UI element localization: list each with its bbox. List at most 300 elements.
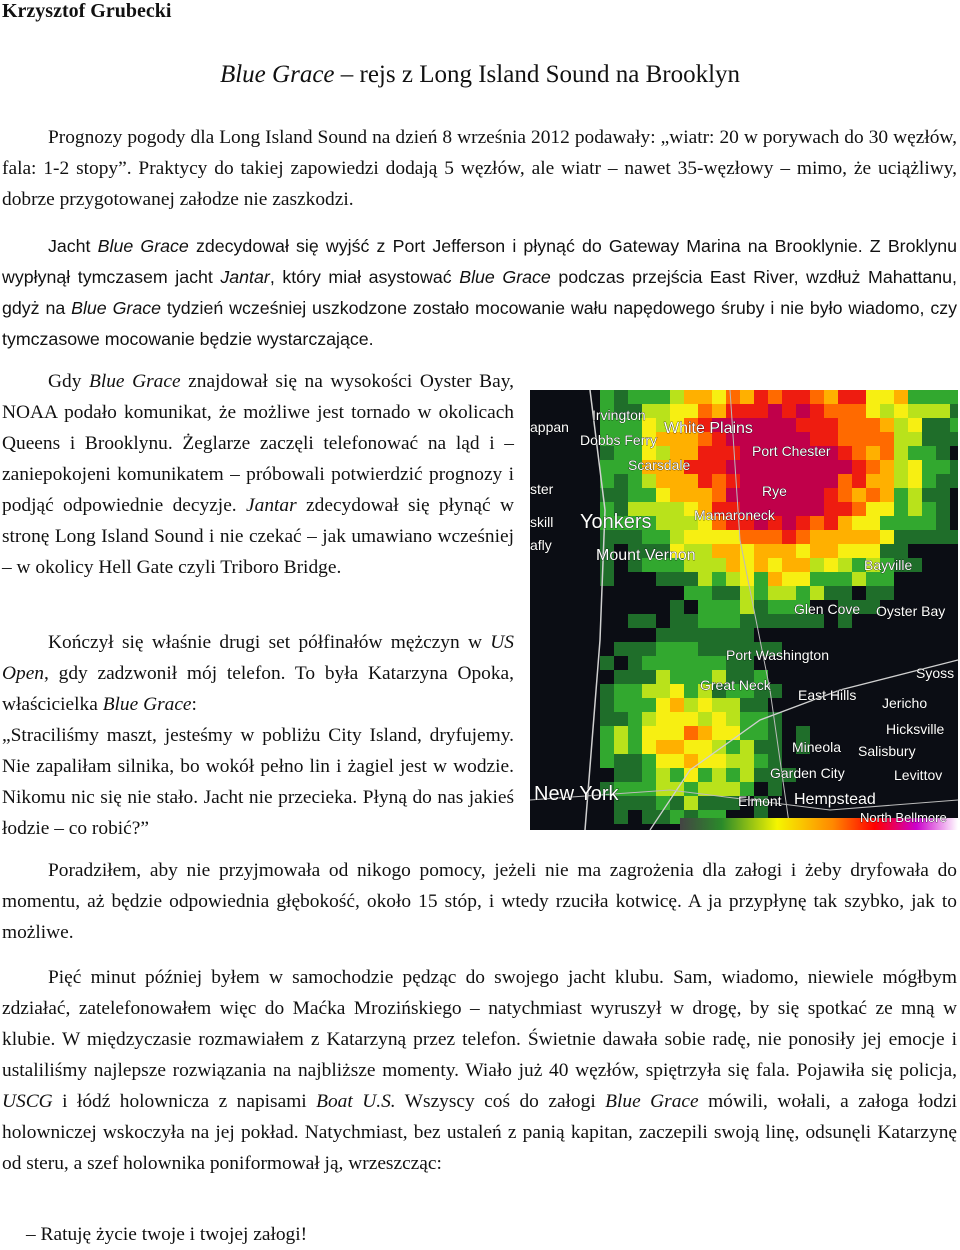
radar-cell (684, 712, 698, 726)
radar-cell (922, 502, 936, 516)
radar-cell (768, 614, 782, 628)
radar-cell (796, 544, 810, 558)
radar-cell (824, 544, 838, 558)
radar-cell (656, 474, 670, 488)
radar-cell (866, 404, 880, 418)
radar-cell (880, 544, 894, 558)
radar-cell (824, 404, 838, 418)
radar-cell (838, 460, 852, 474)
paragraph-2 (2, 231, 957, 355)
radar-cell (712, 446, 726, 460)
radar-cell (642, 656, 656, 670)
radar-cell (824, 488, 838, 502)
radar-cell (642, 810, 656, 824)
radar-cell (726, 390, 740, 404)
radar-cell (754, 544, 768, 558)
radar-cell (866, 432, 880, 446)
radar-cell (838, 516, 852, 530)
radar-cell (726, 754, 740, 768)
radar-cell (600, 446, 614, 460)
radar-cell (614, 810, 628, 824)
radar-cell (824, 558, 838, 572)
radar-cell (740, 614, 754, 628)
radar-cell (754, 740, 768, 754)
radar-cell (894, 404, 908, 418)
radar-cell (908, 446, 922, 460)
radar-cell (866, 502, 880, 516)
radar-cell (726, 628, 740, 642)
radar-cell (922, 390, 936, 404)
label-bayville: Bayville (864, 557, 913, 573)
radar-cell (656, 698, 670, 712)
radar-cell (614, 740, 628, 754)
radar-cell (796, 390, 810, 404)
radar-cell (712, 614, 726, 628)
radar-cell (670, 390, 684, 404)
label-oyster-bay: Oyster Bay (876, 603, 946, 619)
radar-cell (852, 502, 866, 516)
label-dobbs-ferry: Dobbs Ferry (580, 432, 658, 448)
radar-cell (656, 782, 670, 796)
radar-cell (922, 446, 936, 460)
text-italic: US Open (2, 632, 514, 684)
radar-cell (782, 558, 796, 572)
text-span: Kończył się właśnie drugi set półfinałów mężczyn w (48, 632, 491, 653)
radar-cell (726, 460, 740, 474)
text-italic: USCG (2, 1091, 53, 1112)
author-name: Krzysztof Grubecki (2, 0, 172, 22)
radar-cell (880, 474, 894, 488)
radar-cell (628, 656, 642, 670)
radar-cell (950, 418, 958, 432)
radar-cell (754, 404, 768, 418)
radar-cell (600, 740, 614, 754)
radar-cell (880, 390, 894, 404)
radar-cell (642, 726, 656, 740)
radar-cell (726, 698, 740, 712)
radar-cell (614, 754, 628, 768)
title-rest: – rejs z Long Island Sound na Brooklyn (334, 61, 741, 88)
radar-cell (922, 418, 936, 432)
radar-cell (838, 404, 852, 418)
radar-cell (754, 698, 768, 712)
radar-cell (782, 502, 796, 516)
label-great-neck: Great Neck (700, 677, 771, 693)
text-italic: Blue Grace (605, 1091, 699, 1112)
label-skill: skill (530, 514, 554, 530)
text-italic: Jantar (246, 495, 297, 516)
radar-cell (908, 418, 922, 432)
radar-cell (866, 516, 880, 530)
radar-cell (824, 502, 838, 516)
text-span: i łódź holownicza z napisami (52, 1091, 317, 1112)
radar-cell (698, 446, 712, 460)
radar-cell (894, 432, 908, 446)
radar-cell (866, 460, 880, 474)
radar-cell (698, 488, 712, 502)
text-span: mówili, wołali, a załoga łodzi holowniczej wskoczyła na jej pokład. Natychmiast, bez ustaleń z panią kapitan, zaczepili swoją linę, odsunęli Katarzynę od steru, a szef holownika poniformował ją, wrzeszcząc: (2, 1091, 957, 1174)
radar-cell (740, 698, 754, 712)
radar-cell (796, 418, 810, 432)
radar-cell (922, 404, 936, 418)
radar-cell (712, 712, 726, 726)
radar-cell (698, 404, 712, 418)
radar-cell (852, 544, 866, 558)
radar-cell (950, 432, 958, 446)
text-span: podczas przejścia East River, wzdłuż Mahattanu, gdyż na (2, 267, 957, 318)
radar-cell (922, 488, 936, 502)
radar-cell (824, 572, 838, 586)
radar-cell (852, 516, 866, 530)
radar-cell (866, 530, 880, 544)
radar-cell (600, 726, 614, 740)
radar-cell (838, 432, 852, 446)
text-italic: Blue Grace (71, 298, 161, 318)
radar-cell (922, 530, 936, 544)
label-scarsdale: Scarsdale (628, 457, 691, 473)
radar-cell (796, 502, 810, 516)
radar-cell (698, 614, 712, 628)
radar-cell (936, 446, 950, 460)
label-elmont: Elmont (738, 793, 782, 809)
radar-cell (642, 684, 656, 698)
radar-cell (670, 628, 684, 642)
radar-cell (698, 558, 712, 572)
radar-cell (670, 502, 684, 516)
label-afly: afly (530, 537, 552, 553)
text-span: zdecydował się płynąć w stronę Long Island Sound i nie czekać – jak umawiano wcześniej – w okolicy Hell Gate czyli Triboro Bridge. (2, 495, 514, 578)
label-hempstead: Hempstead (794, 791, 876, 808)
radar-cell (698, 726, 712, 740)
radar-cell (796, 558, 810, 572)
radar-cell (628, 740, 642, 754)
radar-cell (852, 488, 866, 502)
radar-cell (712, 782, 726, 796)
radar-cell (614, 670, 628, 684)
radar-cell (922, 516, 936, 530)
radar-cell (642, 712, 656, 726)
label-mamaroneck: Mamaroneck (694, 507, 775, 523)
radar-cell (712, 474, 726, 488)
radar-cell (936, 432, 950, 446)
radar-cell (866, 418, 880, 432)
radar-cell (670, 516, 684, 530)
radar-cell (656, 656, 670, 670)
radar-cell (642, 614, 656, 628)
radar-cell (838, 572, 852, 586)
radar-cell (880, 446, 894, 460)
radar-cell (656, 642, 670, 656)
radar-cell (656, 502, 670, 516)
radar-cell (894, 418, 908, 432)
label-garden-city: Garden City (770, 765, 845, 781)
text-span: : (191, 694, 197, 715)
radar-cell (670, 726, 684, 740)
label-new-york: New York (534, 783, 619, 805)
radar-cell (866, 474, 880, 488)
radar-cell (726, 614, 740, 628)
label-hicksville: Hicksville (886, 721, 945, 737)
radar-cell (656, 404, 670, 418)
radar-cell (754, 558, 768, 572)
radar-cell (908, 432, 922, 446)
radar-cell (670, 404, 684, 418)
radar-cell (950, 474, 958, 488)
radar-cell (922, 474, 936, 488)
label-glen-cove: Glen Cove (794, 601, 861, 617)
radar-cell (698, 572, 712, 586)
radar-cell (950, 460, 958, 474)
paragraph-5 (2, 855, 957, 948)
radar-cell (908, 502, 922, 516)
radar-cell (796, 404, 810, 418)
radar-cell (614, 684, 628, 698)
radar-cell (908, 488, 922, 502)
radar-cell (782, 460, 796, 474)
radar-cell (866, 572, 880, 586)
radar-cell (698, 796, 712, 810)
radar-cell (936, 474, 950, 488)
label-appan: appan (530, 419, 569, 435)
text-span: Gdy (48, 371, 89, 392)
radar-cell (656, 488, 670, 502)
paragraph-1 (2, 122, 957, 215)
radar-cell (670, 656, 684, 670)
radar-cell (754, 726, 768, 740)
weather-radar-map (530, 390, 958, 830)
radar-cell (712, 530, 726, 544)
radar-cell (740, 530, 754, 544)
radar-cell (838, 446, 852, 460)
radar-cell (670, 712, 684, 726)
article-title (0, 61, 960, 89)
radar-cell (866, 488, 880, 502)
radar-cell (796, 586, 810, 600)
radar-cell (838, 530, 852, 544)
radar-cell (656, 670, 670, 684)
radar-cell (782, 530, 796, 544)
radar-cell (642, 754, 656, 768)
radar-cell (642, 488, 656, 502)
radar-cell (712, 628, 726, 642)
radar-cell (698, 544, 712, 558)
radar-cell (726, 544, 740, 558)
text-span: tydzień wcześniej uszkodzone zostało mocowanie wału napędowego śruby i nie było wiadomo, czy tymczasowe mocowanie będzie wystarczające. (2, 298, 957, 349)
radar-cell (670, 684, 684, 698)
radar-cell (866, 586, 880, 600)
radar-cell (838, 502, 852, 516)
radar-cell (782, 404, 796, 418)
radar-cell (880, 530, 894, 544)
radar-cell (656, 628, 670, 642)
radar-cell (600, 656, 614, 670)
radar-cell (698, 628, 712, 642)
radar-cell (852, 572, 866, 586)
radar-cell (656, 516, 670, 530)
radar-cell (768, 460, 782, 474)
radar-cell (712, 740, 726, 754)
radar-cell (684, 642, 698, 656)
radar-cell (810, 488, 824, 502)
radar-image (530, 390, 958, 830)
radar-cell (712, 544, 726, 558)
label-ster: ster (530, 481, 554, 497)
radar-cell (852, 418, 866, 432)
radar-cell (628, 684, 642, 698)
radar-cell (922, 460, 936, 474)
radar-cell (936, 390, 950, 404)
radar-cell (656, 530, 670, 544)
radar-cell (852, 460, 866, 474)
radar-cell (796, 572, 810, 586)
radar-cell (698, 740, 712, 754)
radar-cell (670, 614, 684, 628)
radar-cell (824, 474, 838, 488)
radar-cell (712, 768, 726, 782)
radar-cell (656, 726, 670, 740)
radar-cell (684, 628, 698, 642)
radar-cell (726, 530, 740, 544)
radar-cell (670, 670, 684, 684)
radar-cell (754, 600, 768, 614)
radar-cell (684, 782, 698, 796)
radar-cell (614, 460, 628, 474)
radar-cell (670, 754, 684, 768)
radar-cell (698, 600, 712, 614)
radar-cell (726, 446, 740, 460)
radar-cell (796, 726, 810, 740)
radar-cell (880, 516, 894, 530)
radar-cell (600, 754, 614, 768)
radar-cell (824, 418, 838, 432)
radar-cell (796, 488, 810, 502)
radar-cell (628, 642, 642, 656)
radar-cell (698, 586, 712, 600)
radar-cell (950, 404, 958, 418)
radar-cell (628, 670, 642, 684)
radar-cell (726, 768, 740, 782)
radar-cell (950, 390, 958, 404)
radar-cell (656, 684, 670, 698)
radar-cell (684, 656, 698, 670)
radar-cell (628, 782, 642, 796)
paragraph-3 (2, 366, 514, 583)
radar-cell (740, 488, 754, 502)
text-italic: Blue Grace (459, 267, 551, 287)
radar-cell (712, 488, 726, 502)
radar-cell (628, 390, 642, 404)
radar-cell (880, 404, 894, 418)
radar-cell (740, 558, 754, 572)
text-span: znajdował się na wysokości Oyster Bay, NOAA podało komunikat, że możliwe jest tornado w okolicach Queens i Brooklynu. Żeglarze zaczęli telefonować na ląd i – zaniepokojeni komunikatem – próbowali potwierdzić prognozy i podjąć odpowiednie decyzje. (2, 371, 514, 516)
radar-cell (838, 390, 852, 404)
radar-cell (712, 642, 726, 656)
radar-cell (642, 796, 656, 810)
text-span: , który miał asystować (269, 267, 460, 287)
radar-cell (936, 530, 950, 544)
label-mount-vernon: Mount Vernon (596, 547, 696, 564)
radar-cell (642, 768, 656, 782)
radar-cell (628, 754, 642, 768)
radar-cell (768, 418, 782, 432)
radar-cell (740, 390, 754, 404)
radar-cell (754, 460, 768, 474)
radar-cell (684, 488, 698, 502)
radar-cell (810, 502, 824, 516)
radar-cell (880, 502, 894, 516)
radar-cell (712, 572, 726, 586)
text-italic: Blue Grace (102, 694, 192, 715)
radar-cell (894, 516, 908, 530)
radar-cell (712, 404, 726, 418)
radar-cell (712, 796, 726, 810)
radar-cell (698, 768, 712, 782)
radar-cell (754, 572, 768, 586)
radar-cell (656, 740, 670, 754)
radar-cell (936, 418, 950, 432)
radar-cell (628, 768, 642, 782)
radar-cell (684, 530, 698, 544)
radar-cell (768, 390, 782, 404)
radar-cell (754, 768, 768, 782)
radar-cell (670, 642, 684, 656)
text-span: zdecydował się wyjść z Port Jefferson i płynąć do Gateway Marina na Brooklynie. Z Broklynu wypłynął tymczasem jacht (2, 236, 957, 287)
radar-cell (852, 474, 866, 488)
radar-cell (726, 404, 740, 418)
radar-cell (908, 530, 922, 544)
radar-cell (768, 600, 782, 614)
radar-cell (726, 586, 740, 600)
radar-cell (852, 390, 866, 404)
paragraph-7-text: – Ratuję życie twoje i twojej załogi! (26, 1224, 308, 1245)
radar-cell (740, 754, 754, 768)
radar-cell (684, 390, 698, 404)
radar-cell (908, 404, 922, 418)
radar-cell (614, 642, 628, 656)
text-span: Jacht (48, 236, 98, 256)
radar-cell (670, 740, 684, 754)
radar-cell (810, 544, 824, 558)
radar-cell (698, 530, 712, 544)
radar-cell (656, 572, 670, 586)
radar-cell (824, 586, 838, 600)
radar-cell (880, 418, 894, 432)
radar-cell (684, 614, 698, 628)
radar-cell (600, 712, 614, 726)
radar-cell (894, 544, 908, 558)
radar-cell (796, 474, 810, 488)
radar-cell (726, 726, 740, 740)
radar-cell (838, 586, 852, 600)
text-italic: Jantar (220, 267, 270, 287)
radar-cell (726, 474, 740, 488)
radar-cell (712, 698, 726, 712)
label-levittov: Levittov (894, 767, 943, 783)
paragraph-5-text: Poradziłem, aby nie przyjmowała od nikogo pomocy, jeżeli nie ma zagrożenia dla załogi i żeby dryfowała do momentu, aż będzie odpowiednia głębokość, około 15 stóp, i wtedy rzuciła kotwicę. A ja przypłynę tak szybko, jak to możliwe. (2, 860, 957, 943)
radar-cell (936, 404, 950, 418)
radar-cell (600, 460, 614, 474)
label-rye: Rye (762, 483, 787, 499)
radar-cell (936, 460, 950, 474)
label-east-hills: East Hills (798, 687, 857, 703)
radar-cell (894, 460, 908, 474)
radar-cell (670, 474, 684, 488)
radar-cell (684, 670, 698, 684)
radar-cell (614, 446, 628, 460)
radar-cell (670, 796, 684, 810)
radar-cell (670, 768, 684, 782)
radar-cell (866, 446, 880, 460)
